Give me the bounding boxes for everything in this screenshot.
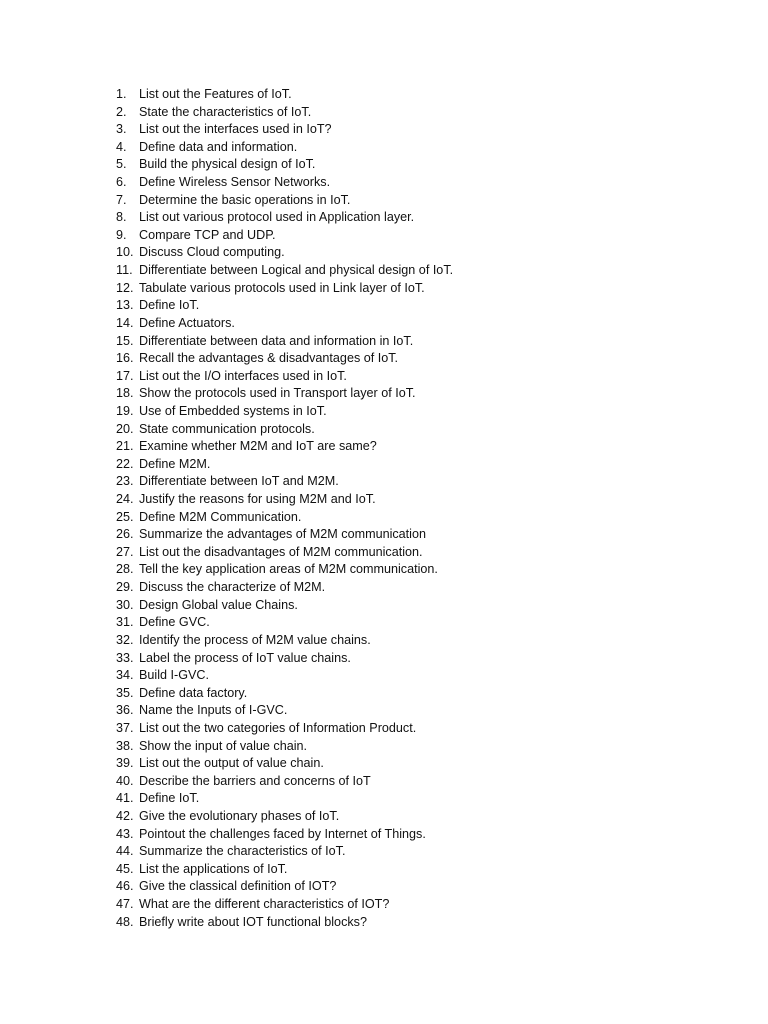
question-item [110,315,453,333]
question-item [110,861,453,879]
question-item [110,561,453,579]
question-number: 45. [116,861,134,876]
question-number: 13. [116,298,134,313]
question-text: List out various protocol used in Application layer. [139,210,415,225]
question-item [110,333,453,351]
question-text: Discuss the characterize of M2M. [139,580,326,595]
question-text: Show the protocols used in Transport layer of IoT. [139,386,416,401]
question-item [110,597,453,615]
question-text: Define GVC. [139,615,210,630]
question-text: Differentiate between Logical and physical design of IoT. [139,263,454,278]
question-number: 9. [116,227,127,242]
question-number: 20. [116,421,134,436]
question-item [110,843,453,861]
question-text: List out the output of value chain. [139,756,324,771]
question-item [110,350,453,368]
question-text: Define Wireless Sensor Networks. [139,175,331,190]
question-number: 7. [116,192,127,207]
question-item [110,773,453,791]
question-number: 46. [116,879,134,894]
question-number: 6. [116,175,127,190]
question-number: 23. [116,474,134,489]
question-item [110,421,453,439]
question-item [110,244,453,262]
question-text: List out the two categories of Information Product. [139,720,417,735]
question-item [110,650,453,668]
question-text: Define Actuators. [139,315,235,330]
question-item [110,614,453,632]
question-item [110,544,453,562]
question-item [110,702,453,720]
question-item [110,526,453,544]
question-item [110,139,453,157]
question-number: 4. [116,139,127,154]
question-text: Differentiate between data and information in IoT. [139,333,414,348]
question-number: 2. [116,104,127,119]
question-text: Determine the basic operations in IoT. [139,192,351,207]
question-item [110,720,453,738]
question-text: Give the evolutionary phases of IoT. [139,808,340,823]
question-number: 39. [116,756,134,771]
question-item [110,192,453,210]
question-text: List out the I/O interfaces used in IoT. [139,368,347,383]
question-text: Differentiate between IoT and M2M. [139,474,339,489]
question-item [110,385,453,403]
question-item [110,790,453,808]
question-number: 36. [116,703,134,718]
question-item [110,667,453,685]
question-number: 26. [116,527,134,542]
question-text: Define IoT. [139,791,200,806]
question-text: Define data and information. [139,139,298,154]
question-number: 16. [116,351,134,366]
question-number: 25. [116,509,134,524]
question-text: Tell the key application areas of M2M communication. [139,562,438,577]
question-text: Discuss Cloud computing. [139,245,285,260]
question-text: Briefly write about IOT functional blocks? [139,914,367,929]
question-number: 21. [116,439,134,454]
question-text: Compare TCP and UDP. [139,227,276,242]
question-item [110,438,453,456]
question-item [110,878,453,896]
question-number: 29. [116,580,134,595]
question-number: 27. [116,544,134,559]
question-text: Design Global value Chains. [139,597,298,612]
question-number: 44. [116,844,134,859]
question-number: 10. [116,245,134,260]
question-number: 15. [116,333,134,348]
question-text: List the applications of IoT. [139,861,288,876]
question-number: 32. [116,632,134,647]
question-text: Show the input of value chain. [139,738,308,753]
question-text: Define M2M. [139,456,211,471]
question-item [110,473,453,491]
question-text: Define data factory. [139,685,248,700]
question-number: 48. [116,914,134,929]
question-number: 43. [116,826,134,841]
question-text: Pointout the challenges faced by Internet of Things. [139,826,426,841]
question-number: 22. [116,456,134,471]
question-number: 12. [116,280,134,295]
question-item [110,368,453,386]
question-item [110,227,453,245]
question-number: 42. [116,808,134,823]
question-item [110,685,453,703]
question-number: 11. [116,263,133,278]
question-text: Describe the barriers and concerns of IoT [139,773,371,788]
question-text: List out the Features of IoT. [139,87,292,101]
question-item [110,104,453,122]
question-number: 41. [116,791,134,806]
question-item [110,738,453,756]
question-item [110,156,453,174]
question-number: 1. [116,87,127,101]
question-number: 33. [116,650,134,665]
question-text: Summarize the characteristics of IoT. [139,844,346,859]
question-number: 3. [116,122,127,137]
question-item [110,121,453,139]
question-text: Justify the reasons for using M2M and IoT. [139,492,376,507]
question-item [110,174,453,192]
question-number: 19. [116,403,134,418]
question-item [110,896,453,914]
question-number: 38. [116,738,134,753]
question-number: 14. [116,315,134,330]
question-text: Recall the advantages & disadvantages of IoT. [139,351,399,366]
question-text: What are the different characteristics of IOT? [139,897,390,912]
question-text: Give the classical definition of IOT? [139,879,337,894]
question-text: Name the Inputs of I-GVC. [139,703,288,718]
question-number: 5. [116,157,127,172]
question-text: List out the disadvantages of M2M communication. [139,544,423,559]
question-item [110,209,453,227]
question-text: Define M2M Communication. [139,509,302,524]
question-number: 18. [116,386,134,401]
question-text: State communication protocols. [139,421,315,436]
question-number: 40. [116,773,134,788]
question-item [110,632,453,650]
question-list [110,86,453,931]
question-item [110,456,453,474]
question-item [110,297,453,315]
question-item [110,280,453,298]
question-text: Tabulate various protocols used in Link layer of IoT. [139,280,425,295]
question-number: 47. [116,897,134,912]
question-item [110,509,453,527]
question-text: Build the physical design of IoT. [139,157,316,172]
question-item [110,403,453,421]
question-number: 37. [116,720,134,735]
question-text: Summarize the advantages of M2M communication [139,527,426,542]
question-item [110,808,453,826]
question-item [110,579,453,597]
question-text: Examine whether M2M and IoT are same? [139,439,377,454]
question-text: Label the process of IoT value chains. [139,650,351,665]
question-item [110,755,453,773]
question-text: List out the interfaces used in IoT? [139,122,332,137]
question-number: 35. [116,685,134,700]
question-number: 34. [116,668,134,683]
question-item [110,491,453,509]
question-number: 30. [116,597,134,612]
question-number: 31. [116,615,134,630]
question-number: 8. [116,210,127,225]
question-item [110,262,453,280]
question-item [110,914,453,932]
question-item [110,826,453,844]
question-text: Define IoT. [139,298,200,313]
question-number: 28. [116,562,134,577]
question-number: 17. [116,368,134,383]
question-number: 24. [116,492,134,507]
question-text: State the characteristics of IoT. [139,104,312,119]
question-text: Use of Embedded systems in IoT. [139,403,327,418]
question-text: Build I-GVC. [139,668,209,683]
question-item [110,86,453,104]
question-text: Identify the process of M2M value chains. [139,632,371,647]
